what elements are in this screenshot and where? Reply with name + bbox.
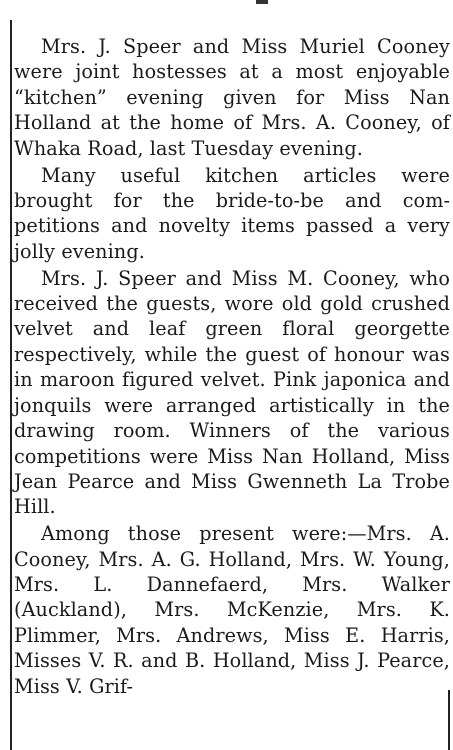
social-news-article: [14, 34, 450, 699]
article-paragraph-hostesses: Mrs. J. Speer and Miss Muriel Cooney were joint hostesses at a most enjoyable “kitchen” evening given for Miss Nan Holland at the home of Mrs. A. Cooney, of Whaka Road, last Tuesday evening.: [14, 35, 450, 160]
article-paragraph-attire: Mrs. J. Speer and Miss M. Cooney, who received the guests, wore old gold crushed velvet and leaf green floral georgette respectively, while the guest of honour was in maroon figured velvet. Pink japonica and jonquils were arranged artistically in the drawing room. Winners of the various competitions were Miss Nan Holland, Miss Jean Pearce and Miss Gwenneth La Trobe Hill.: [14, 266, 450, 519]
article-paragraph-gifts: Many useful kitchen articles were brought for the bride-to-be and competitions and novelty items passed a very jolly evening.: [14, 163, 450, 263]
article-paragraph-guest-list: Among those present were:—Mrs. A. Cooney, Mrs. A. G. Holland, Mrs. W. Young, Mrs. L. Dannefaerd, Mrs. Walker (Auckland), Mrs. McKenzie, Mrs. K. Plimmer, Mrs. Andrews, Miss E. Harris, Misses V. R. and B. Holland, Miss J. Pearce, Miss V. Grif-: [14, 522, 450, 698]
column-top-rule: [256, 0, 268, 4]
column-left-rule: [10, 20, 12, 750]
